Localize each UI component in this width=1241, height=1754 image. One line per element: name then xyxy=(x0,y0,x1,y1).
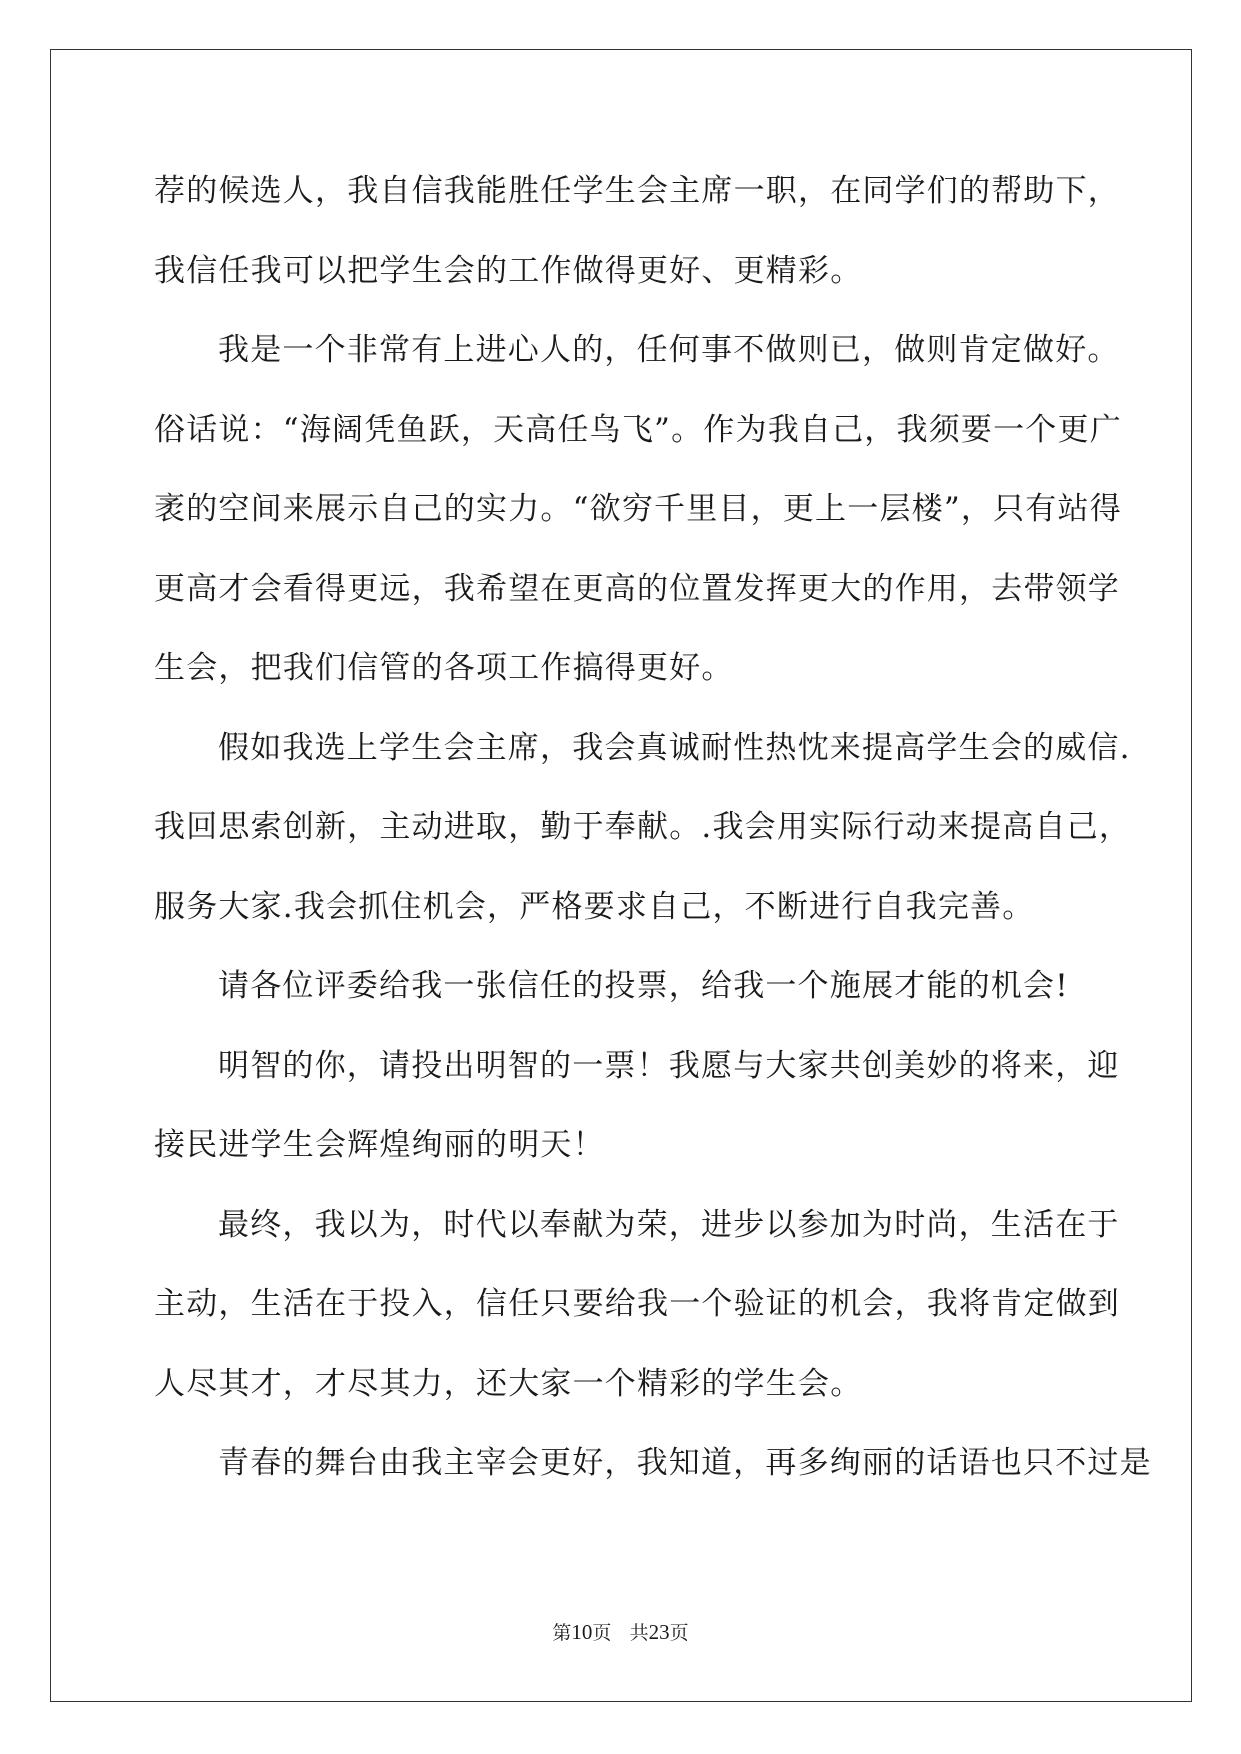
text-line: 人尽其才，才尽其力，还大家一个精彩的学生会。 xyxy=(154,1365,863,1402)
document-body xyxy=(154,152,1152,1504)
text-line: 假如我选上学生会主席，我会真诚耐性热忱来提高学生会的威信. xyxy=(218,729,1131,766)
text-line: 我是一个非常有上进心人的，任何事不做则已，做则肯定做好。 xyxy=(218,332,1120,368)
footer-prefix: 第 xyxy=(552,1622,572,1644)
text-line: 服务大家.我会抓住机会，严格要求自己，不断进行自我完善。 xyxy=(154,888,1035,925)
text-line: 主动，生活在于投入，信任只要给我一个验证的机会，我将肯定做到 xyxy=(154,1286,1120,1322)
text-line: 最终，我以为，时代以奉献为荣，进步以参加为时尚，生活在于 xyxy=(218,1206,1120,1243)
total-page-count: 23 xyxy=(648,1620,670,1644)
page-footer xyxy=(0,1618,1241,1645)
text-line: 青春的舞台由我主宰会更好，我知道，再多绚丽的话语也只不过是 xyxy=(218,1445,1152,1481)
text-line: 俗话说：“海阔凭鱼跃，天高任鸟飞”。作为我自己，我须要一个更广 xyxy=(154,411,1122,448)
text-line: 明智的你，请投出明智的一票！我愿与大家共创美妙的将来，迎 xyxy=(218,1047,1120,1084)
text-line: 更高才会看得更远，我希望在更高的位置发挥更大的作用，去带领学 xyxy=(154,570,1120,607)
text-line: 请各位评委给我一张信任的投票，给我一个施展才能的机会! xyxy=(218,968,1069,1004)
text-line: 荐的候选人，我自信我能胜任学生会主席一职，在同学们的帮助下， xyxy=(154,173,1120,209)
text-line: 我信任我可以把学生会的工作做得更好、更精彩。 xyxy=(154,252,863,289)
current-page-number: 10 xyxy=(571,1620,593,1644)
footer-page-suffix: 页 xyxy=(592,1622,612,1644)
text-line: 生会，把我们信管的各项工作搞得更好。 xyxy=(154,650,734,686)
text-line: 袤的空间来展示自己的实力。“欲穷千里目，更上一层楼”，只有站得 xyxy=(154,491,1122,527)
footer-total-suffix: 页 xyxy=(669,1622,689,1644)
footer-total-prefix: 共 xyxy=(629,1622,649,1644)
text-line: 接民进学生会辉煌绚丽的明天！ xyxy=(154,1127,605,1163)
text-line: 我回思索创新，主动进取，勤于奉献。.我会用实际行动来提高自己， xyxy=(154,809,1132,845)
